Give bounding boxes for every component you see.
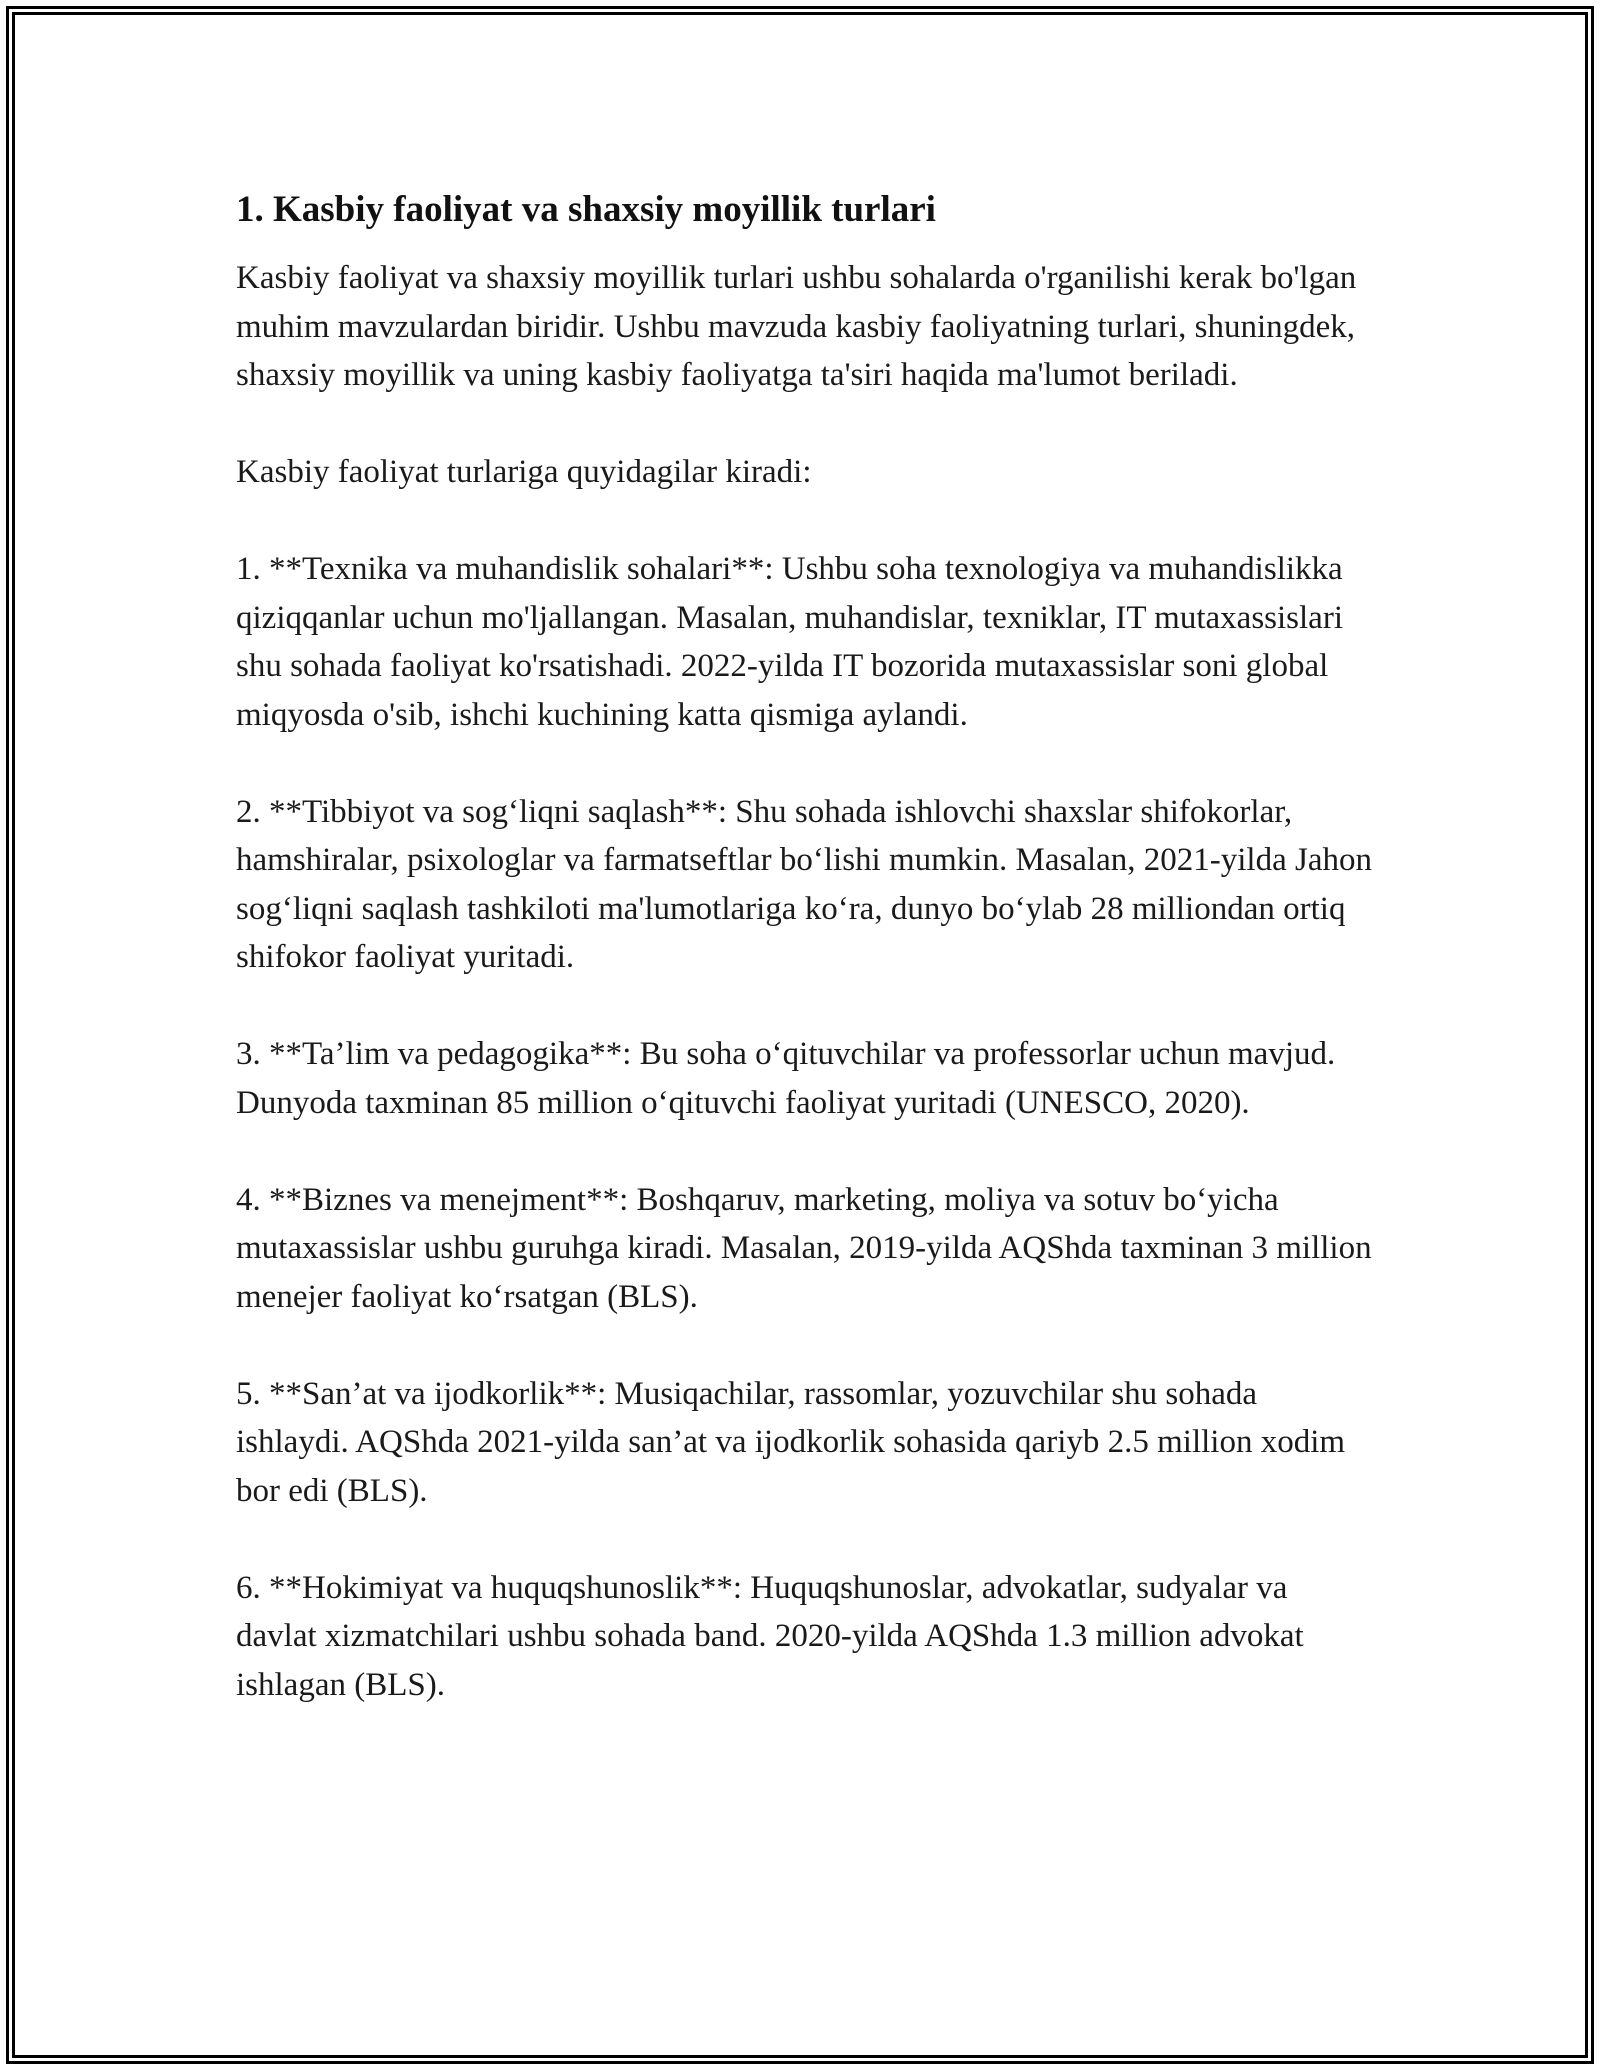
list-item-law: 6. **Hokimiyat va huquqshunoslik**: Huquqshunoslar, advokatlar, sudyalar va davlat xizmatchilari ushbu sohada band. 2020-yilda AQShda 1.3 million advokat ishlagan (BLS). xyxy=(236,1569,1304,1703)
intro-paragraph: Kasbiy faoliyat va shaxsiy moyillik turlari ushbu sohalarda o'rganilishi kerak bo'lgan muhim mavzulardan biridir. Ushbu mavzuda kasbiy faoliyatning turlari, shuningdek, shaxsiy moyillik va uning kasbiy faoliyatga ta'siri haqida ma'lumot beriladi. xyxy=(236,260,1357,393)
document-title: 1. Kasbiy faoliyat va shaxsiy moyillik turlari xyxy=(236,189,936,230)
list-item-medicine: 2. **Tibbiyot va sog‘liqni saqlash**: Shu sohada ishlovchi shaxslar shifokorlar, hamshiralar, psixologlar va farmatseftlar bo‘lishi mumkin. Masalan, 2021-yilda Jahon sog‘liqni saqlash tashkiloti ma'lumotlariga ko‘ra, dunyo bo‘ylab 28 milliondan ortiq shifokor faoliyat yuritadi. xyxy=(236,793,1372,975)
list-item-education: 3. **Ta’lim va pedagogika**: Bu soha o‘qituvchilar va professorlar uchun mavjud. Dunyoda taxminan 85 million o‘qituvchi faoliyat yuritadi (UNESCO, 2020). xyxy=(236,1036,1336,1121)
list-item-technology: 1. **Texnika va muhandislik sohalari**: Ushbu soha texnologiya va muhandislikka qiziqqanlar uchun mo'ljallangan. Masalan, muhandislar, texniklar, IT mutaxassislari shu sohada faoliyat ko'rsatishadi. 2022-yilda IT bozorida mutaxassislar soni global miqyosda o'sib, ishchi kuchining katta qismiga aylandi. xyxy=(236,551,1343,733)
document-body xyxy=(236,186,1376,1758)
list-item-business: 4. **Biznes va menejment**: Boshqaruv, marketing, moliya va sotuv bo‘yicha mutaxassislar ushbu guruhga kiradi. Masalan, 2019-yilda AQShda taxminan 3 million menejer faoliyat ko‘rsatgan (BLS). xyxy=(236,1181,1372,1315)
list-item-arts: 5. **San’at va ijodkorlik**: Musiqachilar, rassomlar, yozuvchilar shu sohada ishlaydi. AQShda 2021-yilda san’at va ijodkorlik sohasida qariyb 2.5 million xodim bor edi (BLS). xyxy=(236,1375,1346,1509)
list-intro-paragraph: Kasbiy faoliyat turlariga quyidagilar kiradi: xyxy=(236,454,812,490)
